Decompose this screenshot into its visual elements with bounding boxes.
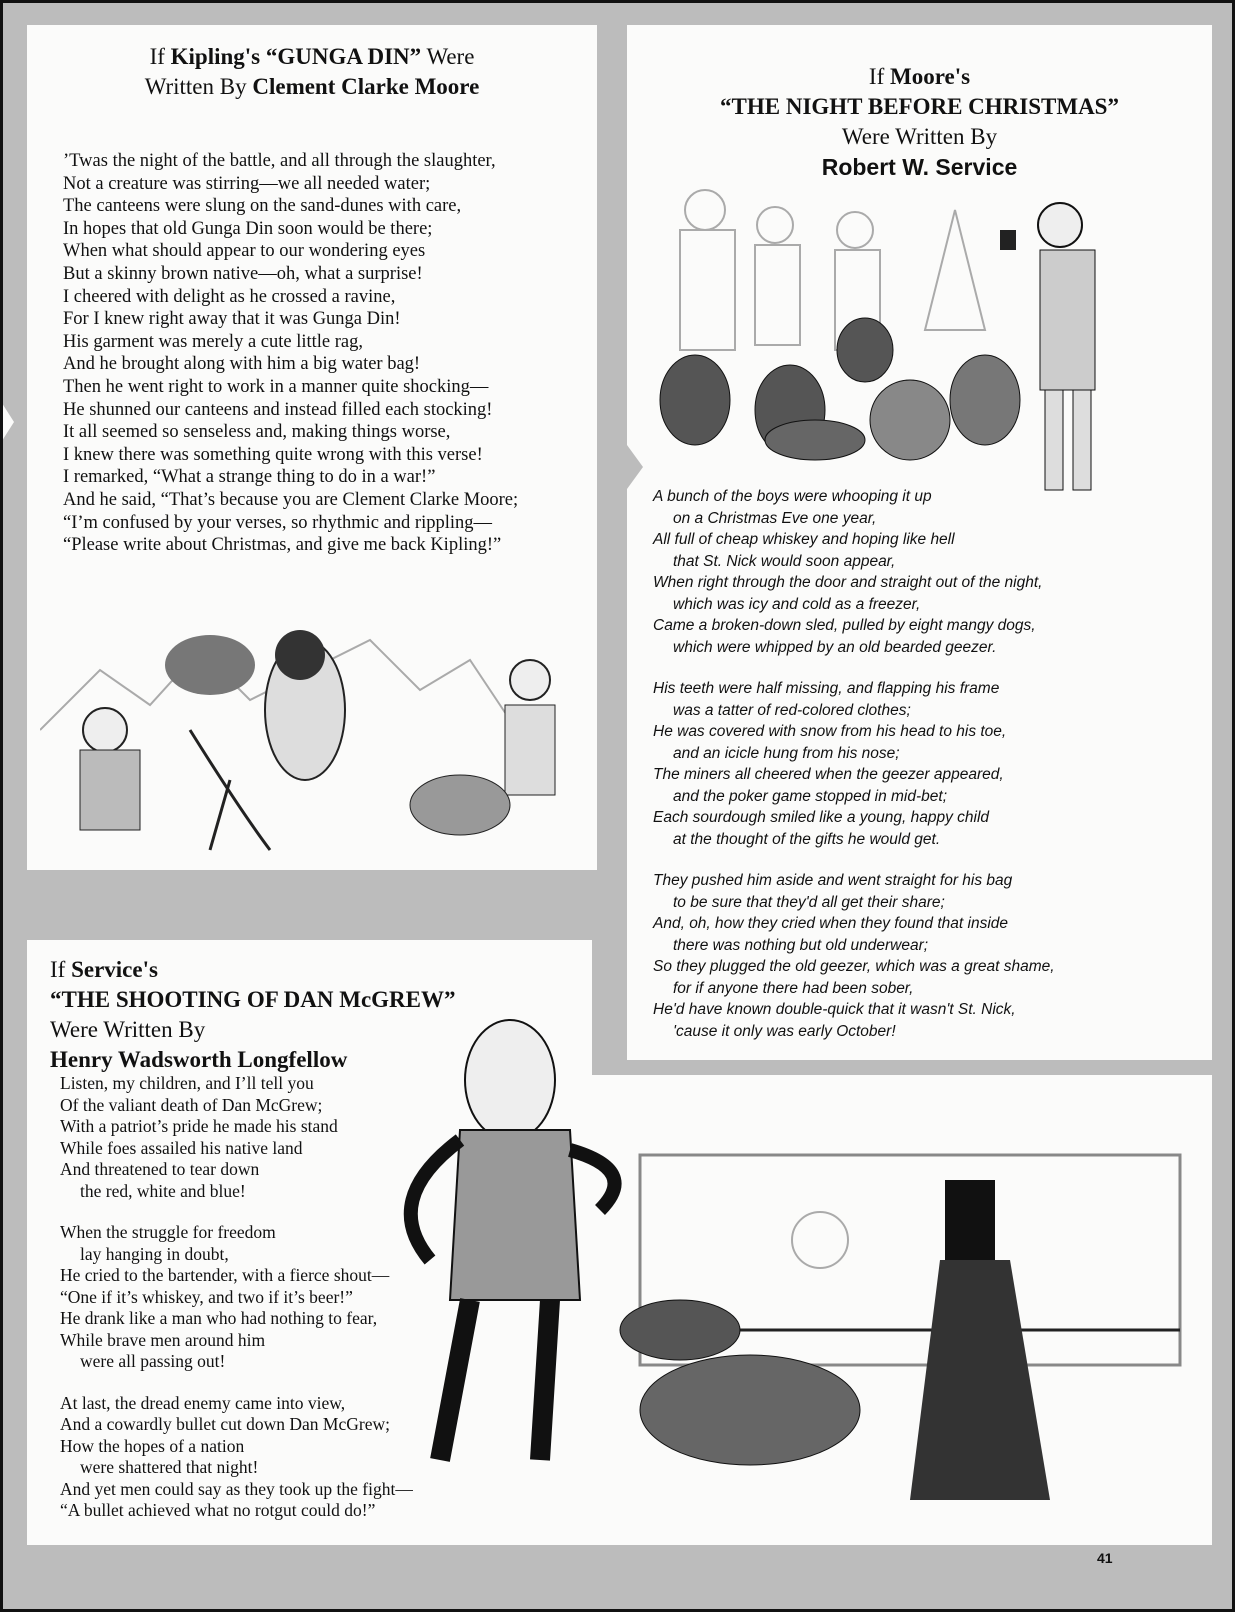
title-poem-name: “THE NIGHT BEFORE CHRISTMAS” xyxy=(720,94,1119,119)
title-text: Were xyxy=(421,44,475,69)
poem-line: 'cause it only was early October! xyxy=(673,1022,896,1040)
poem-line: I knew there was something quite wrong with this verse! xyxy=(63,444,483,465)
poem-line: He'd have known double-quick that it wasn't St. Nick, xyxy=(653,1001,1016,1018)
poem-line: While foes assailed his native land xyxy=(60,1137,303,1158)
poem-line: His garment was merely a cute little rag, xyxy=(63,331,364,352)
panel2-title xyxy=(627,62,1212,182)
poem-line: and an icicle hung from his nose; xyxy=(673,744,900,762)
poem-line: A bunch of the boys were whooping it up xyxy=(653,488,932,505)
poem-line: When the struggle for freedom xyxy=(60,1222,276,1242)
poem-line: Each sourdough smiled like a young, happy child xyxy=(653,809,990,826)
poem-line: to be sure that they'd all get their share; xyxy=(673,893,945,911)
poem-line: He shunned our canteens and instead filled each stocking! xyxy=(63,399,493,420)
poem-line: But a skinny brown native—oh, what a surprise! xyxy=(63,263,423,284)
title-bold: Kipling's “GUNGA DIN” xyxy=(170,44,422,69)
poem-line: Then he went right to work in a manner quite shocking— xyxy=(63,376,489,397)
title-bold: Clement Clarke Moore xyxy=(252,74,480,99)
poem-line: While brave men around him xyxy=(60,1329,266,1350)
poem-line: In hopes that old Gunga Din soon would be there; xyxy=(63,218,433,239)
poem-line: He was covered with snow from his head to his toe, xyxy=(653,723,1007,740)
poem-line: It all seemed so senseless and, making things worse, xyxy=(63,422,451,443)
title-text: If xyxy=(50,957,72,982)
poem-line: He cried to the bartender, with a fierce shout— xyxy=(60,1265,390,1285)
poem-line: Came a broken-down sled, pulled by eight mangy dogs, xyxy=(653,617,1036,634)
poem-line: So they plugged the old geezer, which was a great shame, xyxy=(653,958,1055,975)
poem-line: the red, white and blue! xyxy=(80,1180,246,1201)
title-bold: Service's xyxy=(71,957,158,982)
poem-line: that St. Nick would soon appear, xyxy=(673,552,896,570)
poem-line: were all passing out! xyxy=(80,1351,226,1371)
page-number: 41 xyxy=(1097,1550,1113,1566)
poem-line: And he said, “That’s because you are Clement Clarke Moore; xyxy=(63,489,519,510)
poem-line: on a Christmas Eve one year, xyxy=(673,509,877,527)
poem-line: And a cowardly bullet cut down Dan McGrew; xyxy=(60,1414,390,1434)
illustration-sled-dogs-geezer xyxy=(655,170,1205,525)
poem-line: The canteens were slung on the sand-dunes with care, xyxy=(63,196,462,217)
poem-line: He drank like a man who had nothing to fear, xyxy=(60,1308,378,1328)
poem-line: there was nothing but old underwear; xyxy=(673,936,929,954)
title-text: Written By xyxy=(144,74,253,99)
poem-line: When what should appear to our wondering eyes xyxy=(63,241,426,262)
poem-line: When right through the door and straight out of the night, xyxy=(653,574,1043,591)
title-bold: Moore's xyxy=(890,64,971,89)
poem-line: Of the valiant death of Dan McGrew; xyxy=(60,1094,323,1115)
poem-line: At last, the dread enemy came into view, xyxy=(60,1392,346,1413)
arrow-right-decoration xyxy=(627,445,643,489)
title-author: Henry Wadsworth Longfellow xyxy=(50,1047,348,1072)
poem-line: With a patriot’s pride he made his stand xyxy=(60,1116,338,1136)
poem-line: were shattered that night! xyxy=(80,1457,259,1477)
illustration-gunga-din-santa xyxy=(40,610,585,865)
poem-line: His teeth were half missing, and flapping his frame xyxy=(653,680,1000,697)
poem-night-before-christmas xyxy=(653,486,1055,1042)
poem-line: And he brought along with him a big water bag! xyxy=(63,354,421,375)
title-text: If xyxy=(149,44,171,69)
poem-line: For I knew right away that it was Gunga Din! xyxy=(63,309,401,330)
title-author: Robert W. Service xyxy=(821,154,1018,180)
poem-dan-mcgrew xyxy=(60,1073,413,1522)
poem-line: ’Twas the night of the battle, and all through the slaughter, xyxy=(63,151,496,171)
poem-line: “Please write about Christmas, and give me back Kipling!” xyxy=(63,535,502,556)
poem-line: and the poker game stopped in mid-bet; xyxy=(673,787,948,805)
poem-line: How the hopes of a nation xyxy=(60,1435,245,1456)
title-poem-name: “THE SHOOTING OF DAN McGREW” xyxy=(50,987,456,1012)
poem-line: “A bullet achieved what no rotgut could do!” xyxy=(60,1500,376,1520)
poem-line: And threatened to tear down xyxy=(60,1159,260,1179)
title-text: Were Written By xyxy=(50,1017,206,1042)
title-text: Were Written By xyxy=(841,124,998,149)
poem-line: at the thought of the gifts he would get. xyxy=(673,830,941,848)
poem-line: Listen, my children, and I’ll tell you xyxy=(60,1073,314,1093)
panel1-title xyxy=(27,42,597,102)
poem-line: “One if it’s whiskey, and two if it’s beer!” xyxy=(60,1286,353,1307)
illustration-saloon-mcgrew xyxy=(370,1000,1210,1530)
poem-line: All full of cheap whiskey and hoping like hell xyxy=(653,531,955,548)
arrow-left-decoration xyxy=(0,400,14,444)
poem-gunga-din xyxy=(63,150,518,557)
poem-line: The miners all cheered when the geezer appeared, xyxy=(653,766,1004,783)
poem-line: “I’m confused by your verses, so rhythmic and rippling— xyxy=(63,512,493,533)
poem-line: And, oh, how they cried when they found that inside xyxy=(653,915,1009,932)
poem-line: which was icy and cold as a freezer, xyxy=(673,595,921,613)
poem-line: lay hanging in doubt, xyxy=(80,1243,229,1264)
poem-line: Not a creature was stirring—we all needed water; xyxy=(63,173,431,194)
poem-line: for if anyone there had been sober, xyxy=(673,979,914,997)
poem-line: I cheered with delight as he crossed a ravine, xyxy=(63,286,396,307)
poem-line: was a tatter of red-colored clothes; xyxy=(673,701,911,719)
poem-line: They pushed him aside and went straight for his bag xyxy=(653,872,1013,889)
poem-line: I remarked, “What a strange thing to do in a war!” xyxy=(63,467,436,488)
poem-line: which were whipped by an old bearded geezer. xyxy=(673,638,997,656)
title-text: If xyxy=(868,64,890,89)
poem-line: And yet men could say as they took up the fight— xyxy=(60,1478,413,1499)
